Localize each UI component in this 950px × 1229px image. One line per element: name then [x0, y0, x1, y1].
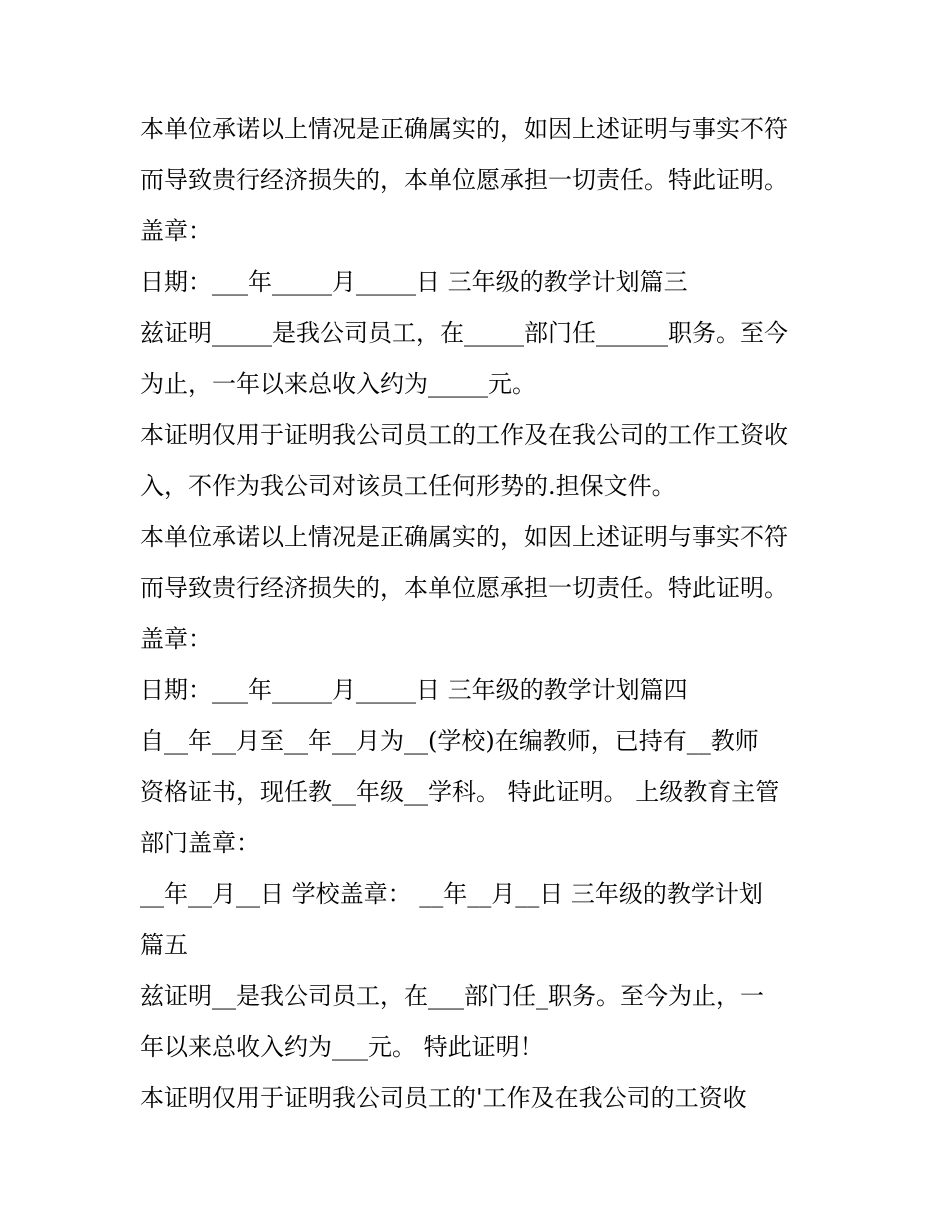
text-line: __年__月__日 学校盖章： __年__月__日 三年级的教学计划: [140, 880, 763, 908]
text-line: 部门盖章：: [140, 829, 260, 857]
text-line: 为止，一年以来总收入约为_____元。: [140, 370, 536, 398]
text-line: 本证明仅用于证明我公司员工的工作及在我公司的工作工资收: [140, 421, 788, 449]
text-line: 入，不作为我公司对该员工任何形势的.担保文件。: [140, 472, 676, 500]
document-body: [140, 104, 820, 1124]
text-line: 而导致贵行经济损失的，本单位愿承担一切责任。特此证明。: [140, 574, 788, 602]
text-line: 日期：___年_____月_____日 三年级的教学计划篇四: [140, 676, 688, 704]
text-line: 兹证明__是我公司员工，在___部门任_职务。至今为止，一: [140, 982, 764, 1010]
text-line: 年以来总收入约为___元。 特此证明！: [140, 1033, 544, 1061]
text-line: 盖章：: [140, 625, 212, 653]
text-line: 本单位承诺以上情况是正确属实的，如因上述证明与事实不符: [140, 115, 788, 143]
text-line: 本单位承诺以上情况是正确属实的，如因上述证明与事实不符: [140, 523, 788, 551]
text-line: 盖章：: [140, 217, 212, 245]
text-line: 日期：___年_____月_____日 三年级的教学计划篇三: [140, 268, 688, 296]
text-line: 本证明仅用于证明我公司员工的'工作及在我公司的工资收: [140, 1084, 747, 1112]
text-line: 自__年__月至__年__月为__(学校)在编教师，已持有__教师: [140, 727, 759, 755]
text-line: 篇五: [140, 931, 188, 959]
text-line: 资格证书，现任教__年级__学科。 特此证明。 上级教育主管: [140, 778, 780, 806]
text-line: 而导致贵行经济损失的，本单位愿承担一切责任。特此证明。: [140, 166, 788, 194]
text-line: 兹证明_____是我公司员工，在_____部门任______职务。至今: [140, 319, 788, 347]
